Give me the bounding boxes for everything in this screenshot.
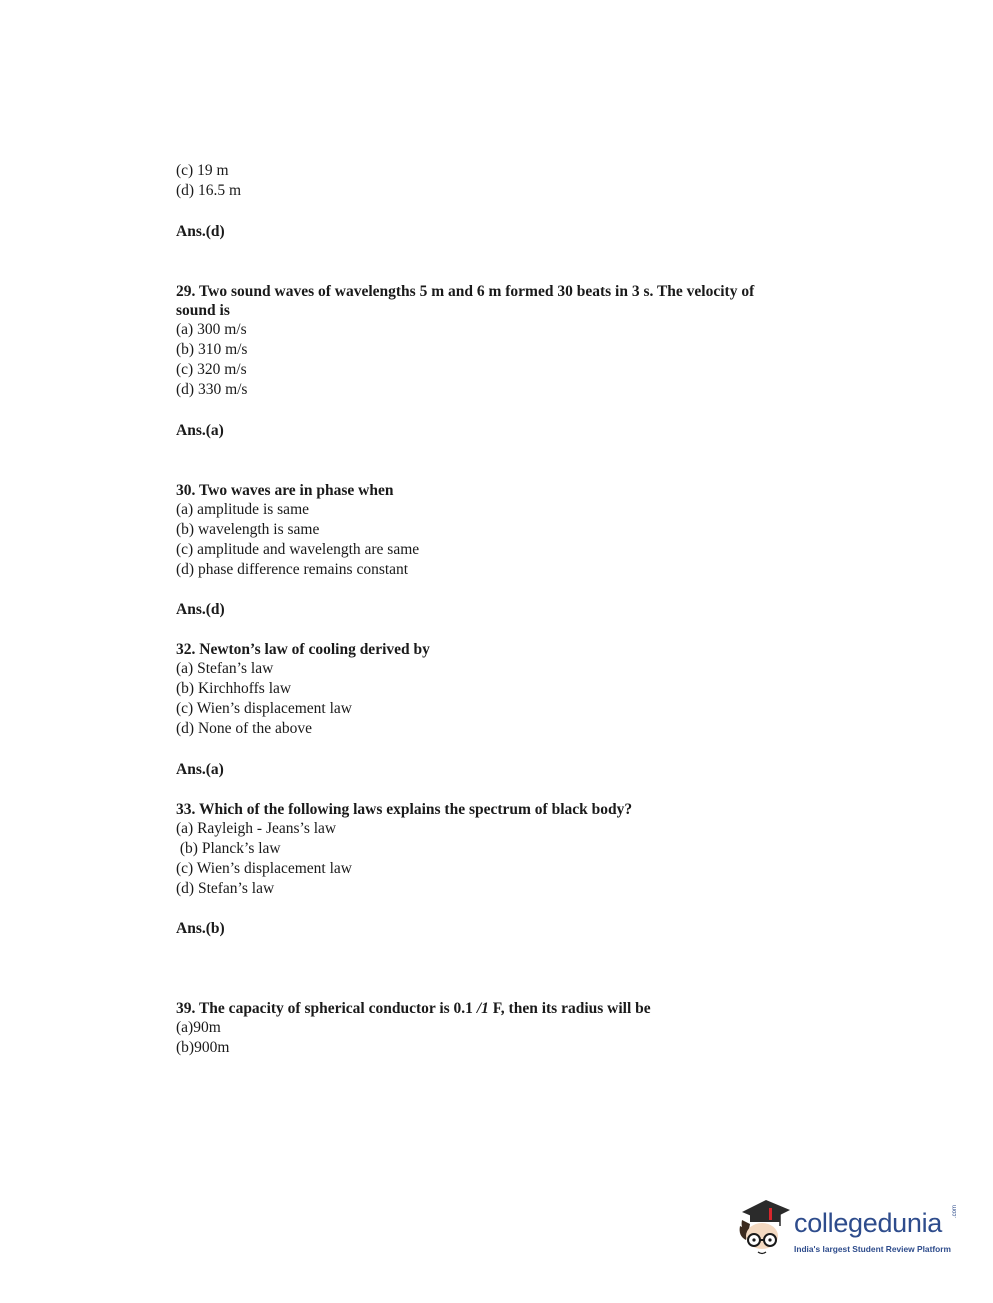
q32-question: 32. Newton’s law of cooling derived by [176, 641, 430, 658]
brand-name: collegedunia [794, 1208, 943, 1238]
q30-option-c: (c) amplitude and wavelength are same [176, 541, 420, 558]
q33-option-c: (c) Wien’s displacement law [176, 860, 352, 877]
q29-question-line2: sound is [176, 302, 230, 319]
q30-option-a: (a) amplitude is same [176, 501, 309, 518]
brand-suffix: .com [952, 1204, 958, 1218]
q28-answer: Ans.(d) [176, 223, 225, 240]
q29-option-c: (c) 320 m/s [176, 361, 247, 378]
q32-option-c: (c) Wien’s displacement law [176, 700, 352, 717]
q30-option-b: (b) wavelength is same [176, 521, 320, 538]
student-mascot-icon [736, 1196, 792, 1262]
q39-option-b: (b)900m [176, 1039, 230, 1056]
q39-question-prefix: 39. The capacity of spherical conductor is 0.1 [176, 1000, 477, 1017]
q30-answer: Ans.(d) [176, 601, 225, 618]
q30-option-d: (d) phase difference remains constant [176, 561, 409, 578]
q29-question-line1: 29. Two sound waves of wavelengths 5 m and 6 m formed 30 beats in 3 s. The velocity of [176, 283, 755, 300]
q32-answer: Ans.(a) [176, 761, 224, 778]
q33-answer: Ans.(b) [176, 920, 225, 937]
q39-question [176, 999, 651, 1019]
q32-option-d: (d) None of the above [176, 720, 313, 737]
q29-option-d: (d) 330 m/s [176, 381, 248, 398]
q33-question: 33. Which of the following laws explains the spectrum of black body? [176, 801, 633, 818]
q39-question-suffix: F, then its radius will be [488, 1000, 651, 1017]
q28-option-c: (c) 19 m [176, 162, 229, 179]
q29-answer: Ans.(a) [176, 422, 224, 439]
q32-option-a: (a) Stefan’s law [176, 660, 274, 677]
q29-option-a: (a) 300 m/s [176, 321, 247, 338]
q32-option-b: (b) Kirchhoffs law [176, 680, 292, 697]
q33-option-a: (a) Rayleigh - Jeans’s law [176, 820, 337, 837]
q33-option-d: (d) Stefan’s law [176, 880, 275, 897]
q29-option-b: (b) 310 m/s [176, 341, 248, 358]
brand-tagline: India's largest Student Review Platform [794, 1244, 951, 1254]
collegedunia-logo [736, 1196, 966, 1266]
q39-question-symbol: /1 [476, 1000, 489, 1017]
q30-question: 30. Two waves are in phase when [176, 482, 394, 499]
q28-option-d: (d) 16.5 m [176, 182, 242, 199]
q39-option-a: (a)90m [176, 1019, 221, 1036]
q33-option-b: (b) Planck’s law [176, 840, 281, 857]
